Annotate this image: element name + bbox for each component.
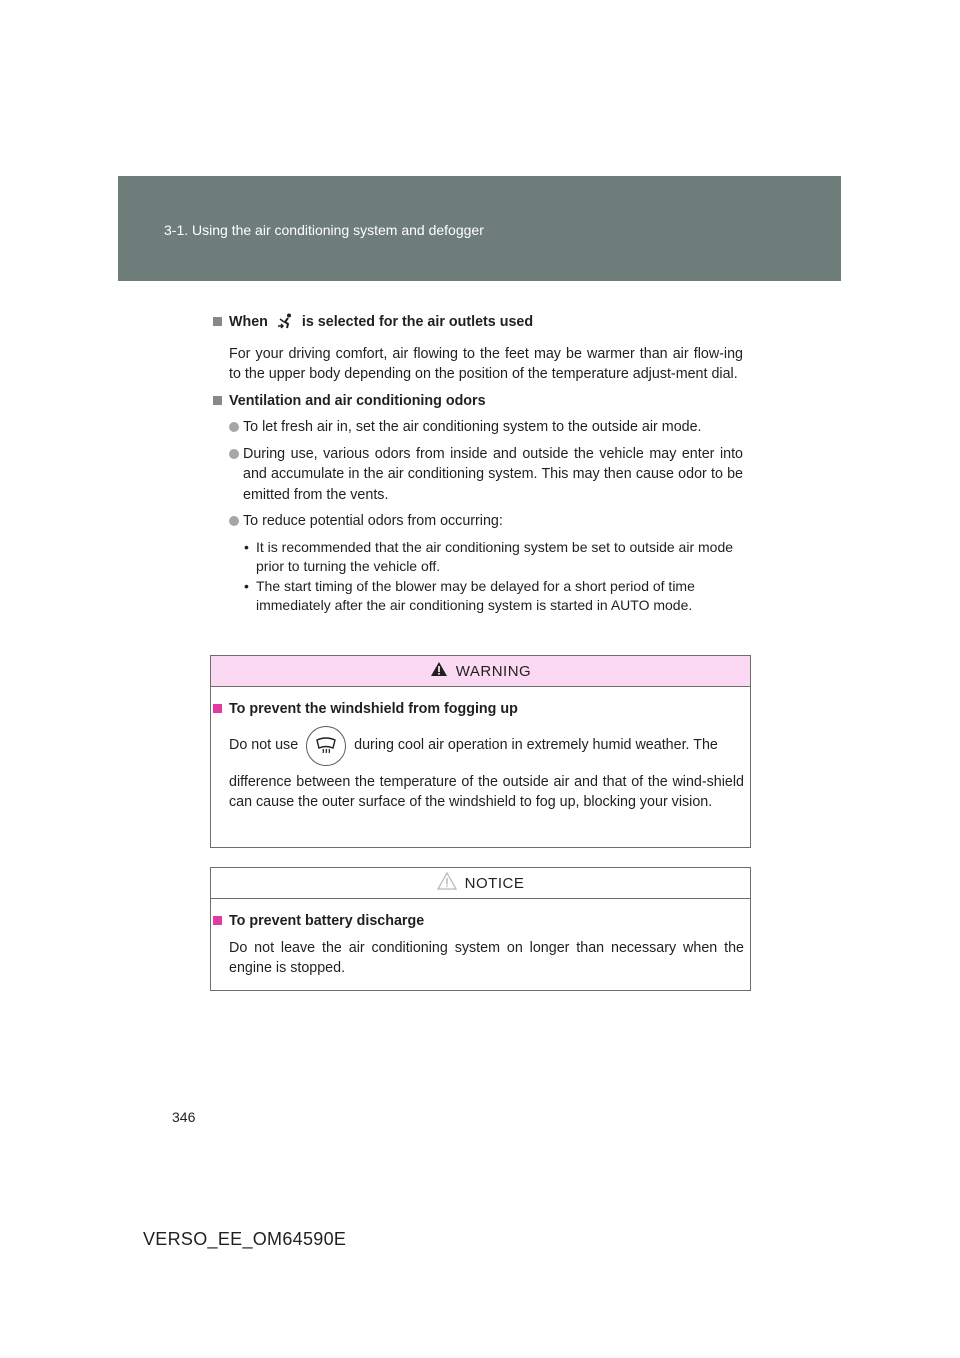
warning-header: WARNING [211, 656, 750, 687]
circle-bullet-icon [229, 449, 239, 459]
sub-list-item: • The start timing of the blower may be delayed for a short period of time immediately after the air conditioning system is started in AUTO mode. [244, 577, 695, 613]
caution-triangle-icon [437, 872, 457, 894]
warning-heading: To prevent the windshield from fogging up [213, 699, 744, 720]
notice-heading: To prevent battery discharge [213, 911, 744, 932]
square-bullet-icon [213, 916, 222, 925]
warning-box [210, 655, 751, 848]
list-item: To let fresh air in, set the air conditioning system to the outside air mode. [213, 417, 743, 438]
main-content [213, 312, 743, 616]
ventilation-heading: Ventilation and air conditioning odors [213, 391, 743, 412]
warning-triangle-icon [430, 661, 448, 681]
warning-text-line: Do not use during cool air operation in extremely humid weather. The [229, 726, 744, 766]
notice-text: Do not leave the air conditioning system on longer than necessary when the engine is stopped. [229, 939, 744, 976]
when-heading: When is selected for the air outlets used [213, 312, 743, 336]
sub-list-item: • It is recommended that the air conditioning system be set to outside air mode prior to turning the vehicle off. [244, 538, 734, 574]
square-bullet-icon [213, 396, 222, 405]
page-number: 346 [172, 1109, 196, 1125]
square-bullet-icon [213, 317, 222, 326]
header-band [118, 176, 841, 281]
circle-bullet-icon [229, 422, 239, 432]
warning-text: difference between the temperature of the outside air and that of the wind-shield can cause the outer surface of the windshield to fog up, blocking your vision. [229, 773, 744, 810]
square-bullet-icon [213, 704, 222, 713]
list-item: To reduce potential odors from occurring: [213, 511, 743, 532]
circle-bullet-icon [229, 516, 239, 526]
list-item: During use, various odors from inside and outside the vehicle may enter into and accumulate in the air conditioning system. This may then cause odor to be emitted from the vents. [213, 444, 743, 506]
windshield-defogger-icon [306, 726, 346, 766]
section-title: 3-1. Using the air conditioning system and defogger [164, 222, 484, 238]
notice-box [210, 867, 751, 991]
notice-header: NOTICE [211, 868, 750, 899]
footer-code: VERSO_EE_OM64590E [143, 1229, 347, 1249]
feet-airflow-icon [276, 313, 294, 336]
when-text: For your driving comfort, air flowing to the feet may be warmer than air flow-ing to the upper body depending on the position of the temperature adjust-ment dial. [229, 345, 743, 382]
